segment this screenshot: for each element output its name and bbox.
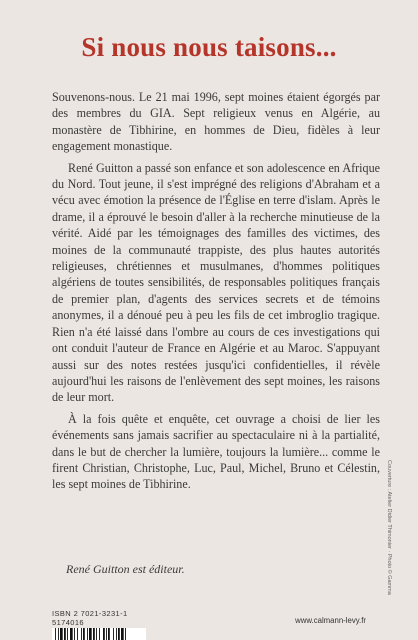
blurb-paragraph-3: À la fois quête et enquête, cet ouvrage a choisi de lier les événements sans jamais sacrifier au spectaculaire ni à la partialité, dans le but de chercher la lumière, toujours la lumière... comme le firent Christian, Christophe, Luc, Paul, Michel, Bruno et Célestin, les sept moines de Tibhirine. (52, 411, 380, 492)
barcode (52, 628, 146, 640)
cover-credit: Couverture : Atelier Didier Thimonier · Photo © Gamma (386, 460, 392, 595)
product-code: 5174016 (52, 618, 84, 627)
publisher-website: www.calmann-levy.fr (295, 616, 366, 625)
isbn-number: ISBN 2 7021-3231-1 (52, 609, 128, 618)
barcode-graphic (52, 628, 146, 640)
cover-title: Si nous nous taisons... (81, 32, 337, 62)
author-note: René Guitton est éditeur. (66, 562, 185, 576)
blurb-paragraph-2: René Guitton a passé son enfance et son adolescence en Afrique du Nord. Tout jeune, il s'est imprégné des religions d'Abraham et a vécu avec émotion la présence de l'Église en terre d'islam. Après le drame, il a éprouvé le besoin d'aller à la recherche minutieuse de la vérité. Aidé par les témoignages des familles des victimes, des moines de la communauté trappiste, des plus hautes autorités religieuses, chrétiennes et musulmanes, d'hommes politiques algériens de toutes sensibilités, de responsables politiques français de premier plan, d'agents des services secrets et de témoins anonymes, il a dénoué peu à peu les fils de cet imbroglio tragique. Rien n'a été laissé dans l'ombre au cours de ces investigations qui ont conduit l'auteur de France en Algérie et au Maroc. S'appuyant aussi sur des notes restées jusqu'ici confidentielles, il révèle aujourd'hui les raisons de l'enlèvement des sept moines, les raisons de leur mort. (52, 160, 380, 405)
isbn-block (52, 609, 128, 627)
blurb-text (52, 89, 380, 498)
blurb-paragraph-1: Souvenons-nous. Le 21 mai 1996, sept moines étaient égorgés par des membres du GIA. Sept religieux venus en Algérie, au monastère de Tibhirine, en hommes de Dieu, fidèles à leur engagement monastique. (52, 90, 380, 154)
